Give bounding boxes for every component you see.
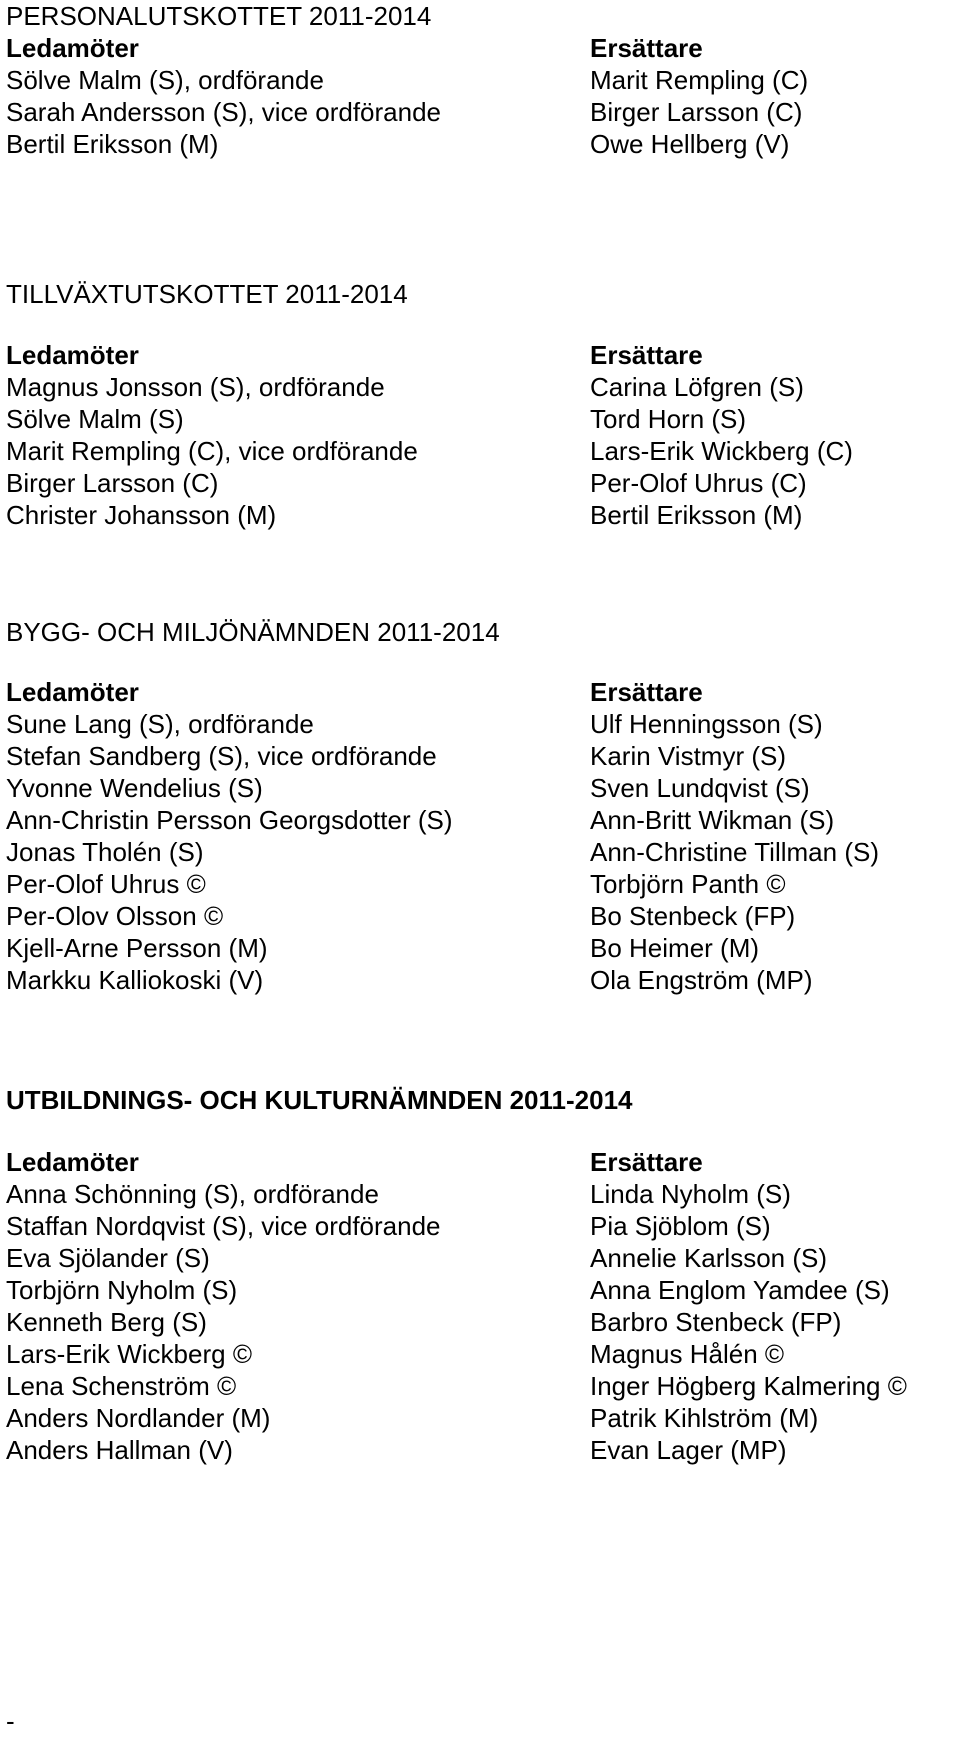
member-item: Christer Johansson (M) [6,500,277,530]
member-item: Anders Nordlander (M) [6,1403,271,1433]
member-item: Marit Rempling (C), vice ordförande [6,436,418,466]
substitute-item: Birger Larsson (C) [590,97,803,127]
substitutes-heading: Ersättare [590,1147,703,1177]
member-item: Per-Olov Olsson © [6,901,224,931]
substitute-item: Ann-Britt Wikman (S) [590,805,835,835]
section-title-tillvaxtutskottet: TILLVÄXTUTSKOTTET 2011-2014 [6,279,408,309]
substitute-item: Torbjörn Panth © [590,869,786,899]
substitute-item: Ann-Christine Tillman (S) [590,837,879,867]
member-item: Birger Larsson (C) [6,468,219,498]
member-item: Kenneth Berg (S) [6,1307,207,1337]
substitute-item: Marit Rempling (C) [590,65,809,95]
member-item: Sarah Andersson (S), vice ordförande [6,97,442,127]
members-list-bygg-och-miljonamnden [6,676,453,996]
members-heading: Ledamöter [6,340,139,370]
substitutes-list-utbildnings-och-kulturnamnden [590,1146,907,1466]
substitutes-list-personalutskottet [590,32,808,160]
substitute-item: Anna Englom Yamdee (S) [590,1275,890,1305]
substitute-item: Barbro Stenbeck (FP) [590,1307,842,1337]
substitutes-heading: Ersättare [590,340,703,370]
section-title-utbildnings-och-kulturnamnden: UTBILDNINGS- OCH KULTURNÄMNDEN 2011-2014 [6,1085,633,1115]
substitute-item: Patrik Kihlström (M) [590,1403,819,1433]
members-heading: Ledamöter [6,33,139,63]
substitute-item: Ola Engström (MP) [590,965,813,995]
member-item: Per-Olof Uhrus © [6,869,206,899]
substitute-item: Annelie Karlsson (S) [590,1243,827,1273]
substitute-item: Inger Högberg Kalmering © [590,1371,907,1401]
substitute-item: Bertil Eriksson (M) [590,500,803,530]
member-item: Anders Hallman (V) [6,1435,233,1465]
substitutes-list-tillvaxtutskottet [590,339,853,531]
member-item: Lars-Erik Wickberg © [6,1339,252,1369]
member-item: Torbjörn Nyholm (S) [6,1275,238,1305]
substitutes-heading: Ersättare [590,677,703,707]
substitute-item: Pia Sjöblom (S) [590,1211,771,1241]
member-item: Sölve Malm (S) [6,404,184,434]
members-list-personalutskottet [6,32,441,160]
substitutes-list-bygg-och-miljonamnden [590,676,879,996]
member-item: Magnus Jonsson (S), ordförande [6,372,385,402]
member-item: Stefan Sandberg (S), vice ordförande [6,741,437,771]
member-item: Kjell-Arne Persson (M) [6,933,268,963]
substitute-item: Ulf Henningsson (S) [590,709,823,739]
member-item: Sölve Malm (S), ordförande [6,65,324,95]
members-list-utbildnings-och-kulturnamnden [6,1146,441,1466]
substitute-item: Carina Löfgren (S) [590,372,804,402]
member-item: Bertil Eriksson (M) [6,129,219,159]
member-item: Staffan Nordqvist (S), vice ordförande [6,1211,441,1241]
substitute-item: Tord Horn (S) [590,404,747,434]
substitute-item: Bo Heimer (M) [590,933,760,963]
substitute-item: Owe Hellberg (V) [590,129,790,159]
substitute-item: Per-Olof Uhrus (C) [590,468,807,498]
members-heading: Ledamöter [6,1147,139,1177]
substitute-item: Sven Lundqvist (S) [590,773,810,803]
substitute-item: Evan Lager (MP) [590,1435,787,1465]
member-item: Yvonne Wendelius (S) [6,773,263,803]
member-item: Jonas Tholén (S) [6,837,204,867]
member-item: Ann-Christin Persson Georgsdotter (S) [6,805,453,835]
member-item: Sune Lang (S), ordförande [6,709,314,739]
member-item: Anna Schönning (S), ordförande [6,1179,379,1209]
substitute-item: Bo Stenbeck (FP) [590,901,796,931]
page-footer-marker: - [6,1706,15,1736]
section-title-personalutskottet: PERSONALUTSKOTTET 2011-2014 [6,1,432,31]
substitutes-heading: Ersättare [590,33,703,63]
substitute-item: Lars-Erik Wickberg (C) [590,436,853,466]
substitute-item: Linda Nyholm (S) [590,1179,791,1209]
members-list-tillvaxtutskottet [6,339,418,531]
members-heading: Ledamöter [6,677,139,707]
member-item: Lena Schenström © [6,1371,237,1401]
member-item: Markku Kalliokoski (V) [6,965,264,995]
substitute-item: Magnus Hålén © [590,1339,785,1369]
substitute-item: Karin Vistmyr (S) [590,741,786,771]
member-item: Eva Sjölander (S) [6,1243,210,1273]
section-title-bygg-och-miljonamnden: BYGG- OCH MILJÖNÄMNDEN 2011-2014 [6,617,500,647]
